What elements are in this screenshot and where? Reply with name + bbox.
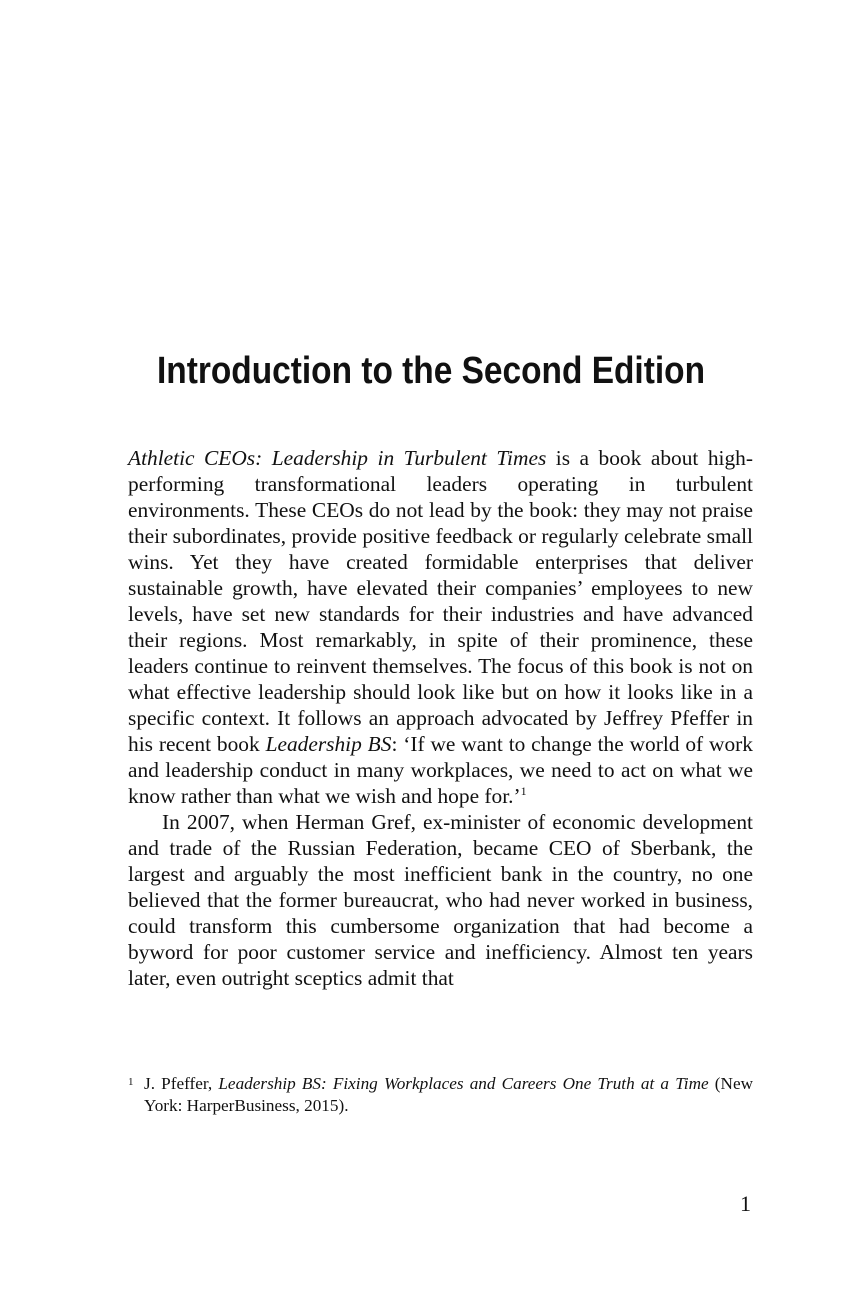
footnote-title: Leadership BS: Fixing Workplaces and Careers One Truth at a Time xyxy=(218,1074,709,1093)
paragraph-1-text-a: is a book about high-performing transformational leaders operating in turbulent environments. These CEOs do not lead by the book: they may not praise their subordinates, provide positive feedback or regularly celebrate small wins. Yet they have created formidable enterprises that deliver sustainable growth, have elevated their companies’ employees to new levels, have set new standards for their industries and have advanced their regions. Most remarkably, in spite of their prominence, these leaders continue to reinvent themselves. The focus of this book is not on what effective leadership should look like but on how it looks like in a specific context. It follows an approach advocated by Jeffrey Pfeffer in his recent book xyxy=(128,446,753,756)
footnote-author: J. Pfeffer, xyxy=(144,1074,219,1093)
page-number: 1 xyxy=(740,1191,751,1216)
chapter-title: Introduction to the Second Edition xyxy=(157,350,705,392)
book-title: Athletic CEOs: Leadership in Turbulent Times xyxy=(128,446,547,470)
footnote xyxy=(128,1073,753,1117)
paragraph-2: In 2007, when Herman Gref, ex-minister of economic development and trade of the Russian Federation, became CEO of Sberbank, the largest and arguably the most inefficient bank in the country, no one believed that the former bureaucrat, who had never worked in business, could transform this cumbersome organization that had become a byword for poor customer service and inefficiency. Almost ten years later, even outright sceptics admit that xyxy=(128,810,753,990)
footnote-publication: (New York: HarperBusiness, 2015). xyxy=(144,1074,753,1115)
cited-book-title: Leadership BS xyxy=(265,732,392,756)
paragraph-1 xyxy=(128,445,753,809)
footnote-reference[interactable]: 1 xyxy=(520,784,527,798)
body-text xyxy=(128,445,753,991)
footnotes xyxy=(128,1073,753,1117)
paragraph-1-text-b: : ‘If we want to change the world of work and leadership conduct in many workplaces, we need to act on what we know rather than what we wish and hope for.’ xyxy=(128,732,753,808)
footnote-number: 1 xyxy=(128,1076,134,1088)
